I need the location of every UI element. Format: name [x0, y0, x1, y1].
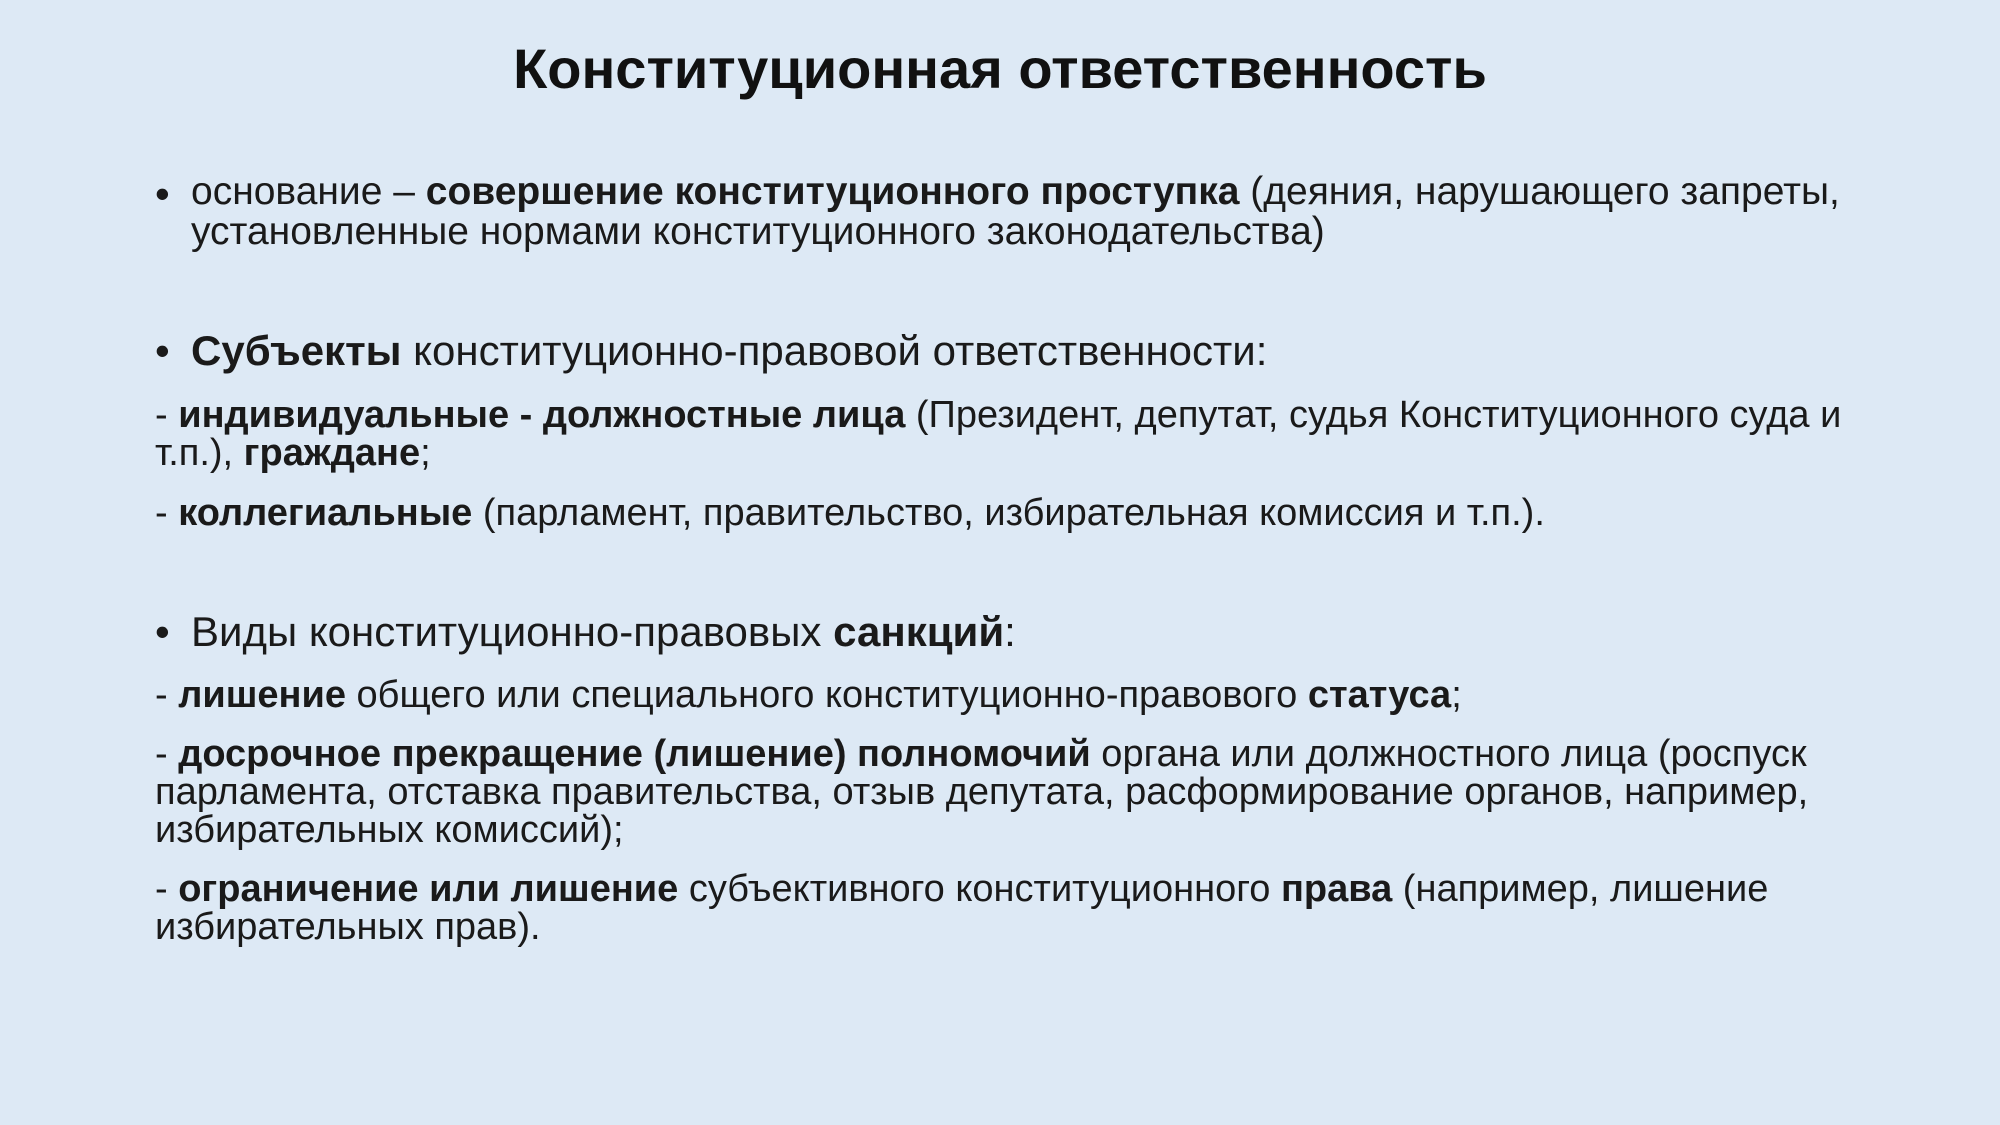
- s3-heading-bold: санкций: [833, 608, 1005, 655]
- bullet-3-heading: Виды конституционно-правовых санкций:: [191, 608, 1016, 655]
- s2-heading-bold: Субъекты: [191, 327, 402, 374]
- s2-i1-bold: индивидуальные - должностные лица: [178, 394, 906, 436]
- bullet-2-heading: [191, 327, 1891, 375]
- s3-i1-bold: лишение: [178, 674, 346, 716]
- bullet-1-text: [191, 172, 1891, 252]
- s3-i3-bold: ограничение или лишение: [178, 868, 679, 910]
- subject-item-individual: - индивидуальные - должностные лица (Президент, депутат, судья Конституционного суда и т.п.), граждане;: [155, 394, 1842, 474]
- bullet-3-marker: •: [155, 608, 170, 655]
- s1-bold: совершение конституционного проступка: [425, 170, 1240, 213]
- s3-i3-bold2: права: [1280, 868, 1393, 910]
- s2-i2-bold: коллегиальные: [178, 492, 473, 534]
- s2-heading-rest: конституционно-правовой ответственности:: [401, 327, 1268, 374]
- bullet-2-marker: •: [155, 327, 170, 374]
- sanction-item-termination: - досрочное прекращение (лишение) полномочий органа или должностного лица (роспуск парламента, отставка правительства, отзыв депутата, расформирование органов, например, избирательных комиссий);: [155, 733, 1809, 851]
- s3-i1-bold2: статуса: [1307, 674, 1452, 716]
- subject-item-collegial: - коллегиальные (парламент, правительство, избирательная комиссия и т.п.).: [155, 492, 1545, 534]
- s1-rest: (деяния, нарушающего запреты, установленные нормами конституционного законодательства): [191, 170, 1840, 253]
- s2-i1-bold2: граждане: [243, 432, 421, 474]
- s3-i2-bold: досрочное прекращение (лишение) полномочий: [178, 733, 1091, 775]
- sanction-item-rights: - ограничение или лишение субъективного конституционного права (например, лишение избирательных прав).: [155, 868, 1769, 948]
- slide-title: Конституционная ответственность: [513, 37, 1487, 100]
- s1-lead: основание –: [191, 170, 426, 213]
- bullet-1-marker: •: [155, 170, 170, 217]
- sanction-item-status: - лишение общего или специального конституционно-правового статуса;: [155, 674, 1462, 716]
